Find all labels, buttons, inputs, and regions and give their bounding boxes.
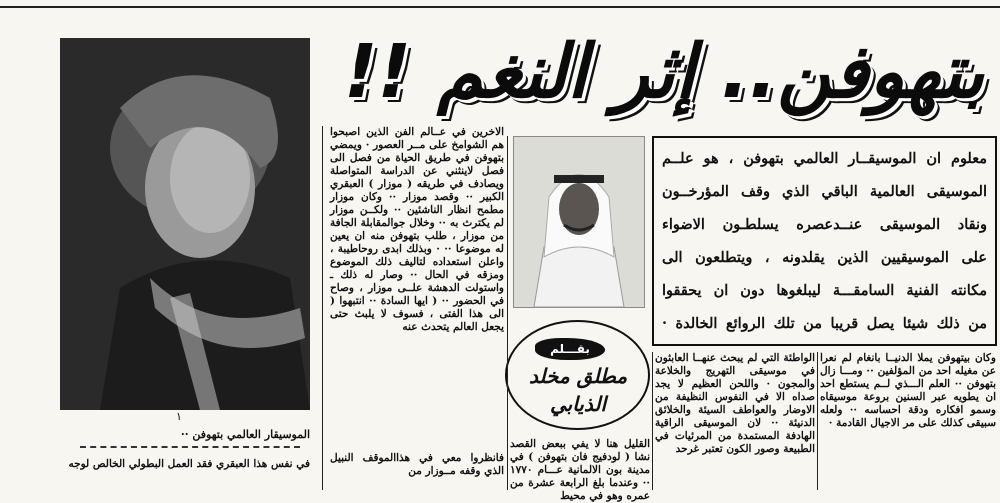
intro-line: على الموسيقيين الذين يقلدونه ، ويتطلعون الى [662,249,987,266]
intro-line: ونقاد الموسيقى عنــدعصره يسلطـون الاضواء [662,216,987,233]
caption-divider [80,446,300,458]
article-column-right-2 [655,352,815,488]
headline: بتهوفن.. إثر النغم !! [343,29,985,115]
left-bottom-text: في نفس هذا العبقري فقد العمل البطولي الخالص لوجه [68,458,310,470]
column-rule [817,352,818,490]
article-column-right [820,352,996,488]
column-rule [322,126,323,490]
column-text: فانظروا معي في هذاالموقف النبيل الذي وقفه مــوزار من [330,452,504,477]
beethoven-portrait [60,38,310,410]
column-text: الاخرين في عــالم الفن الذين اصبحوا هم الشوامخ على مــر العصور · ويمضي بتهوفن في طريق الحياة من فصل الى فصل لاينثني عن الدراسة المتواصلة ويصادف في طريقه ( موزار ) العبقري الكبير ·· وقصد موزار ·· وكان موزار مطمح انظار الناشئين ·· ولكــن موزار لم يكترث به ·· وخلال جوالمقابلة الجافة من موزار ، طلب بتهوفن منه ان يعين له موضوعا ·· · وبذلك ابدى روحاطيبة ، واعلن استعداده لتاليف ذلك الموضوع ومزقه في الحال ·· وصار له ذلك ـ واستولت الدهشة علــى موزار ، وصاح في الحضور ·· ( ايها السادة ·· انتبهوا ( الى هذا الفتى ، فسوف لا يلبث حتى يجعل العالم يتحدث عنه [330,126,504,333]
column-rule [507,136,508,490]
author-label: بقـــلم [535,338,605,360]
intro-box [652,136,997,346]
article-column-middle [330,126,504,444]
intro-line: مكانته الفنية السامقـــة ليبلغوها دون ان يحققوا [662,282,987,299]
intro-line: من ذلك شيئا يصل قريبا من تلك الروائع الخالدة · [662,315,987,332]
column-text: الواطئة التي لم يبحث عنهــا العابثون في موسيقى التهريج والخلاعة والمجون · واللحن العظيم لا يجد صداه الا في النفوس النظيفة من الاوضار والعواطف السيئة والخلائق الدنيئة ·· لان الموسيقى الراقية الهادفة المستمدة من المرئيات في الطبيعة وصور الكون تعتبر غرحد [655,352,815,455]
column-text: وكان بيتهوفن يملا الدنيــا بانغام لم نعرا عن مغيله احد من المؤلفين ·· ومـــا زال بتهوفن ·· العلم الـــذي لــم يستطع احد ان يطويه عبر السنين بروعة موسيقاه وسمو افكاره ودقة احساسه ·· ولعله سبيقى كذلك على مر الاجيال القادمة · [820,352,996,429]
column-rule [652,352,653,490]
intro-line: الموسيقى العالمية الباقي الذي وقف المؤرخــون [662,183,987,200]
author-name: مطلق مخلد الذيابي [528,364,628,416]
column-text: القليل هنا لا يفي ببعض القصد نشا ( لودفيج فان بتهوفن ) في مدينة بون الالمانية عـــام ١٧٧٠ ·· وعندما بلغ الرابعة عشرة من عمره وهو في محيط [510,438,650,502]
portrait-caption: الموسيقار العالمي بتهوفن ·· [180,428,310,441]
article-column-center [510,438,650,502]
author-photo [513,136,645,308]
top-rule [0,6,1000,8]
page-marker: ١ [176,410,182,423]
article-column-middle-bottom [330,452,504,490]
intro-line: معلوم ان الموسيقــار العالمي بتهوفن ، هو علــم [662,150,987,167]
